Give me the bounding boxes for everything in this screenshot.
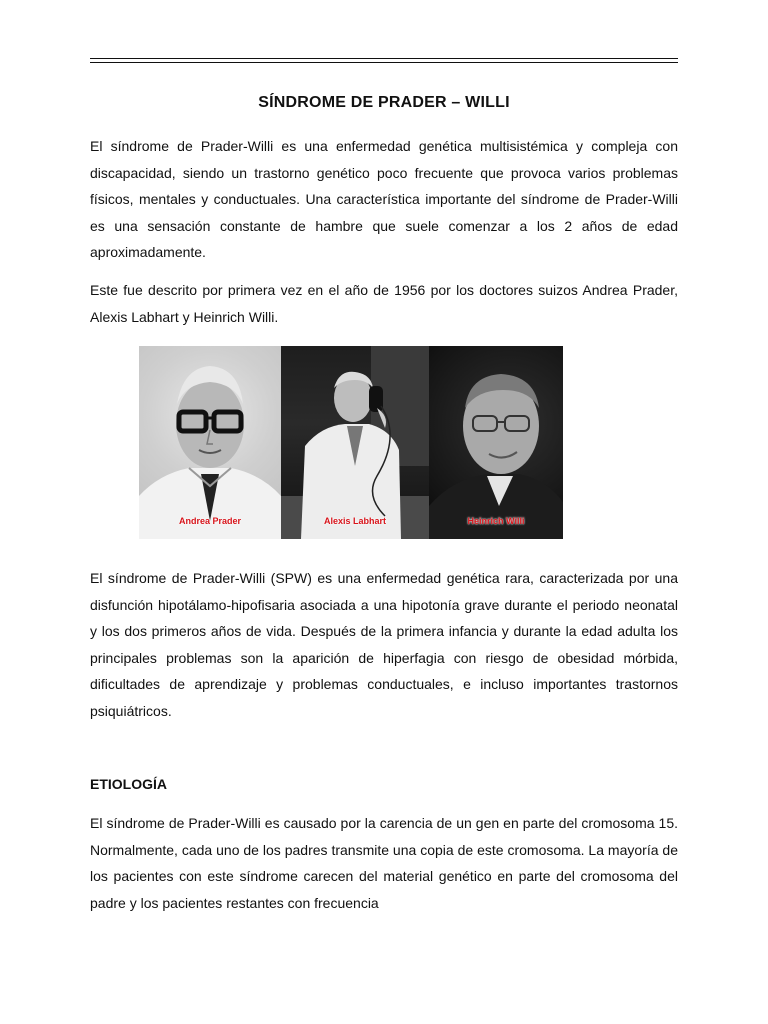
- photo-heinrich-willi: [429, 346, 563, 539]
- paragraph-etiology: El síndrome de Prader-Willi es causado por la carencia de un gen en parte del cromosoma 15. Normalmente, cada uno de los padres transmite una copia de este cromosoma. La mayoría de los pacientes con este síndrome carecen del material genético en parte del cromosoma del padre y los pacientes restantes con frecuencia: [90, 815, 678, 911]
- caption-prader: Andrea Prader: [178, 516, 242, 526]
- rule-line-2: [90, 62, 678, 63]
- caption-labhart: Alexis Labhart: [323, 516, 387, 526]
- portrait-prader-illustration: [139, 346, 281, 539]
- paragraph-intro: El síndrome de Prader-Willi es una enfermedad genética multisistémica y compleja con discapacidad, siendo un trastorno genético poco frecuente que provoca varios problemas físicos, mentales y conductuales. Una característica importante del síndrome de Prader-Willi es una sensación constante de hambre que suele comenzar a los 2 años de edad aproximadamente.: [90, 138, 678, 260]
- page-title: SÍNDROME DE PRADER – WILLI: [258, 94, 510, 111]
- portrait-labhart-illustration: [281, 346, 429, 539]
- section-heading-etiologia: ETIOLOGÍA: [90, 776, 167, 792]
- photo-alexis-labhart: [281, 346, 429, 539]
- paragraph-description: El síndrome de Prader-Willi (SPW) es una enfermedad genética rara, caracterizada por una disfunción hipotálamo-hipofisaria asociada a una hipotonía grave durante el periodo neonatal y los dos primeros años de vida. Después de la primera infancia y durante la edad adulta los principales problemas son la aparición de hiperfagia con riesgo de obesidad mórbida, dificultades de aprendizaje y problemas conductuales, e incluso importantes trastornos psiquiátricos.: [90, 570, 678, 719]
- doctors-photo: [139, 346, 563, 539]
- portrait-willi-illustration: [429, 346, 563, 539]
- rule-line-1: [90, 58, 678, 59]
- paragraph-history: Este fue descrito por primera vez en el año de 1956 por los doctores suizos Andrea Prader, Alexis Labhart y Heinrich Willi.: [90, 282, 678, 325]
- caption-willi: Heinrich Willi: [467, 516, 525, 526]
- top-double-rule: [90, 58, 678, 63]
- photo-andrea-prader: [139, 346, 281, 539]
